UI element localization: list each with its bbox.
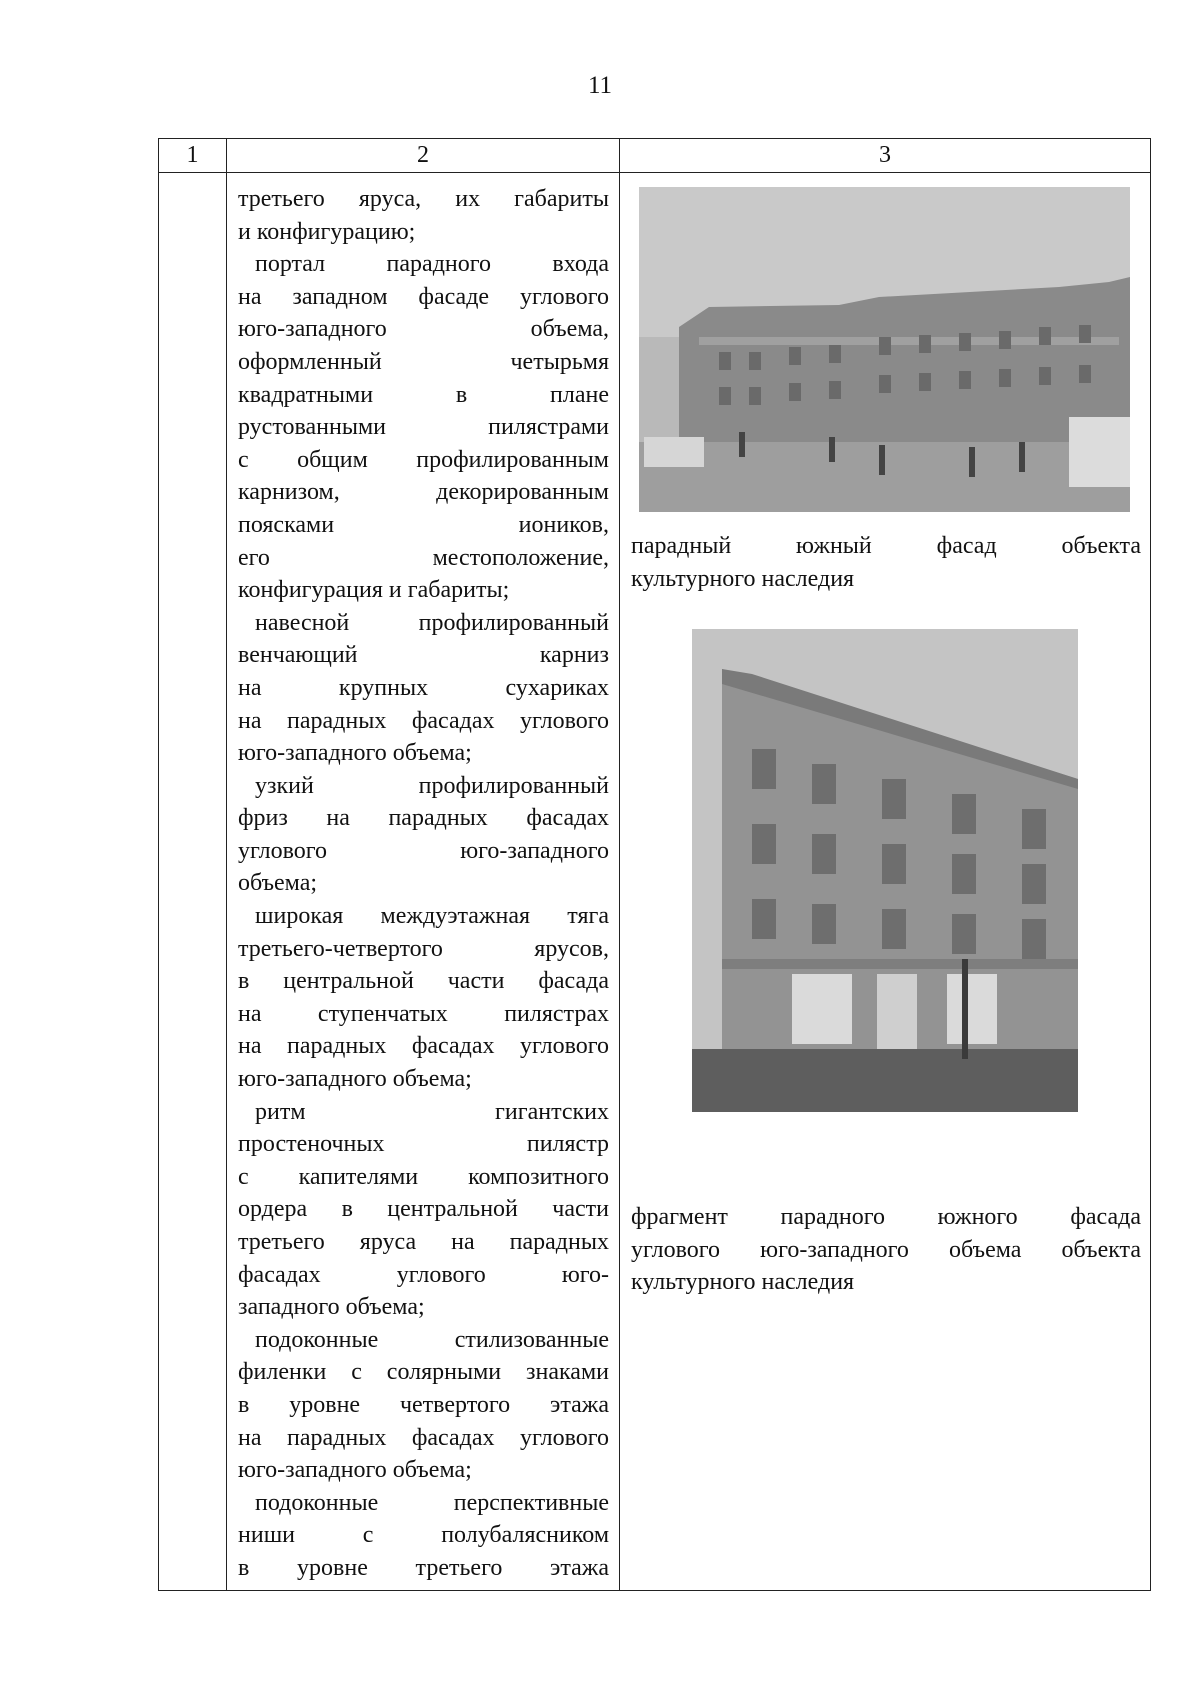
- text-line: широкая междуэтажная тяга: [255, 903, 609, 930]
- caption-line: культурного наследия: [631, 1269, 855, 1296]
- text-line: ниши с полубалясником: [238, 1522, 609, 1549]
- caption-line: углового юго-западного объема объекта: [631, 1236, 1141, 1263]
- text-line: ритм гигантских: [255, 1098, 609, 1125]
- photo-cell: [620, 173, 1151, 1591]
- row-number-cell: [159, 173, 227, 1591]
- page-number: 11: [587, 72, 613, 99]
- text-line: фасадах углового юго-: [238, 1261, 609, 1288]
- text-line: третьего-четвертого ярусов,: [238, 935, 609, 962]
- text-line: с общим профилированным: [238, 446, 609, 473]
- text-line: оформленный четырьмя: [238, 348, 609, 375]
- text-line: на ступенчатых пилястрах: [238, 1000, 609, 1027]
- text-line: с капителями композитного: [238, 1163, 609, 1190]
- text-line: конфигурация и габариты;: [238, 577, 510, 604]
- text-line: углового юго-западного: [238, 837, 609, 864]
- text-line: на западном фасаде углового: [238, 283, 609, 310]
- text-line: в центральной части фасада: [238, 968, 609, 995]
- table-row: [159, 173, 1151, 1591]
- facade-photo-2: [692, 629, 1078, 1112]
- text-line: рустованными пилястрами: [238, 414, 609, 441]
- text-line: подоконные перспективные: [255, 1489, 609, 1516]
- text-line: портал парадного входа: [255, 251, 609, 278]
- text-line: филенки с солярными знаками: [238, 1359, 609, 1386]
- text-line: юго-западного объема;: [238, 1066, 472, 1093]
- caption-line: культурного наследия: [631, 565, 855, 592]
- photo-1-caption: [631, 530, 1141, 595]
- text-line: и конфигурацию;: [238, 218, 416, 245]
- text-line: венчающий карниз: [238, 642, 609, 669]
- text-line: третьего яруса на парадных: [238, 1229, 609, 1255]
- text-line: узкий профилированный: [255, 772, 609, 799]
- text-line: объема;: [238, 870, 318, 897]
- text-line: квадратными в плане: [238, 381, 609, 408]
- header-col-1: 1: [159, 139, 227, 173]
- header-col-2: 2: [227, 139, 620, 173]
- text-line: навесной профилированный: [255, 609, 609, 636]
- text-line: на парадных фасадах углового: [238, 1033, 609, 1060]
- text-line: подоконные стилизованные: [255, 1326, 609, 1353]
- table-header-row: [159, 139, 1151, 173]
- text-line: юго-западного объема;: [238, 1457, 472, 1484]
- text-line: фриз на парадных фасадах: [238, 805, 609, 832]
- text-line: на парадных фасадах углового: [238, 1424, 609, 1451]
- text-line: в уровне четвертого этажа: [238, 1391, 609, 1418]
- text-line: карнизом, декорированным: [238, 479, 609, 506]
- text-line: западного объема;: [238, 1294, 425, 1321]
- heritage-table: [158, 138, 1151, 1591]
- text-line: третьего яруса, их габариты: [238, 186, 609, 212]
- text-line: на парадных фасадах углового: [238, 707, 609, 734]
- text-line: юго-западного объема;: [238, 740, 472, 767]
- header-col-3: 3: [620, 139, 1151, 173]
- description-cell: [227, 173, 620, 1591]
- caption-line: фрагмент парадного южного фасада: [631, 1204, 1141, 1230]
- facade-photo-1: [639, 187, 1130, 512]
- text-line: на крупных сухариках: [238, 674, 609, 701]
- text-line: поясками иоников,: [238, 511, 609, 538]
- photo-2-caption: [631, 1201, 1141, 1299]
- text-line: простеночных пилястр: [238, 1131, 609, 1158]
- text-line: ордера в центральной части: [238, 1196, 609, 1223]
- text-line: в уровне третьего этажа: [238, 1554, 609, 1581]
- text-line: юго-западного объема,: [238, 316, 609, 343]
- caption-line: парадный южный фасад объекта: [631, 533, 1141, 559]
- text-line: его местоположение,: [238, 544, 609, 571]
